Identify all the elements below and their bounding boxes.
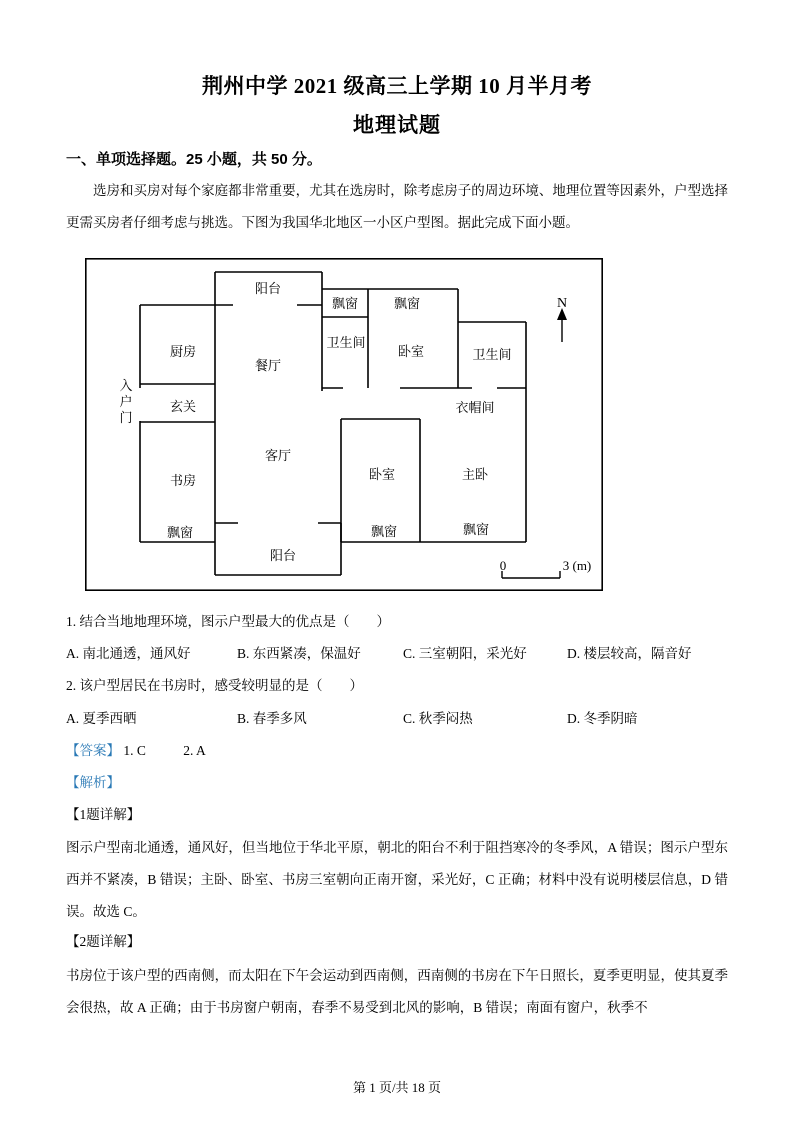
room-label-kitchen: 厨房 xyxy=(169,344,197,359)
detail-1-label: 【1题详解】 xyxy=(66,807,141,822)
entrance-door-label: 入户门 xyxy=(119,378,133,425)
detail-2-label: 【2题详解】 xyxy=(66,934,141,949)
room-label-bay-window-study: 飘窗 xyxy=(166,525,194,540)
room-label-living-room: 客厅 xyxy=(264,448,292,463)
floorplan-svg xyxy=(85,258,603,591)
room-label-dining-room: 餐厅 xyxy=(254,358,282,373)
question-1-option-b: B. 东西紧凑，保温好 xyxy=(237,646,361,661)
room-label-bay-window-south: 飘窗 xyxy=(370,524,398,539)
room-label-balcony-top: 阳台 xyxy=(254,281,282,296)
room-label-balcony-bottom: 阳台 xyxy=(269,548,297,563)
answer-item-1: 1. C xyxy=(123,743,146,758)
question-2-options xyxy=(66,709,728,729)
answer-line xyxy=(66,741,728,761)
question-1-option-d: D. 楼层较高，隔音好 xyxy=(567,646,692,661)
question-1-option-c: C. 三室朝阳，采光好 xyxy=(403,646,527,661)
answer-label: 【答案】 xyxy=(66,743,120,758)
room-label-closet: 衣帽间 xyxy=(455,400,495,415)
page-subtitle: 地理试题 xyxy=(353,113,441,137)
detail-1-text: 图示户型南北通透，通风好，但当地位于华北平原，朝北的阳台不利于阻挡寒冷的冬季风，A 错误；图示户型东西并不紧凑，B 错误；主卧、卧室、书房三室朝向正南开窗，采光好，C 正确；材料中没有说明楼层信息，D 错误。故选 C。 xyxy=(66,840,728,919)
room-label-bay-window-1: 飘窗 xyxy=(331,296,359,311)
section-heading: 一、单项选择题。25 小题，共 50 分。 xyxy=(66,151,322,168)
room-label-bathroom-1: 卫生间 xyxy=(326,335,366,350)
room-label-bathroom-2: 卫生间 xyxy=(472,347,512,362)
page-number: 第 1 页/共 18 页 xyxy=(352,1080,442,1095)
room-label-bay-window-2: 飘窗 xyxy=(393,296,421,311)
scale-label-0: 0 xyxy=(499,558,507,573)
room-label-foyer: 玄关 xyxy=(169,399,197,414)
intro-paragraph: 选房和买房对每个家庭都非常重要，尤其在选房时，除考虑房子的周边环境、地理位置等因素外，户型选择更需买房者仔细考虑与挑选。下图为我国华北地区一小区户型图。据此完成下面小题。 xyxy=(66,183,728,230)
question-1-options xyxy=(66,644,728,664)
page-title: 荆州中学 2021 级高三上学期 10 月半月考 xyxy=(202,74,592,98)
room-label-bedroom-south: 卧室 xyxy=(368,467,396,482)
question-1-stem: 1. 结合当地地理环境，图示户型最大的优点是（ ） xyxy=(66,614,390,629)
question-2-option-c: C. 秋季闷热 xyxy=(403,711,473,726)
question-1-option-a: A. 南北通透，通风好 xyxy=(66,646,191,661)
analysis-label: 【解析】 xyxy=(66,775,120,790)
question-2-stem: 2. 该户型居民在书房时，感受较明显的是（ ） xyxy=(66,678,363,693)
room-label-master-bedroom: 主卧 xyxy=(461,467,489,482)
room-label-bedroom-north: 卧室 xyxy=(397,344,425,359)
room-label-study: 书房 xyxy=(169,473,197,488)
room-label-bay-window-master: 飘窗 xyxy=(462,522,490,537)
question-2-option-a: A. 夏季西晒 xyxy=(66,711,137,726)
detail-2-text: 书房位于该户型的西南侧，而太阳在下午会运动到西南侧，西南侧的书房在下午日照长，夏季更明显，使其夏季会很热，故 A 正确；由于书房窗户朝南，春季不易受到北风的影响，B 错误；南面有窗户，秋季不 xyxy=(66,968,728,1015)
floorplan-figure xyxy=(85,258,603,591)
north-label: N xyxy=(556,296,568,311)
question-2-option-b: B. 春季多风 xyxy=(237,711,307,726)
answer-item-2: 2. A xyxy=(183,743,206,758)
scale-label-1: 3 (m) xyxy=(562,558,592,573)
question-2-option-d: D. 冬季阴暗 xyxy=(567,711,638,726)
